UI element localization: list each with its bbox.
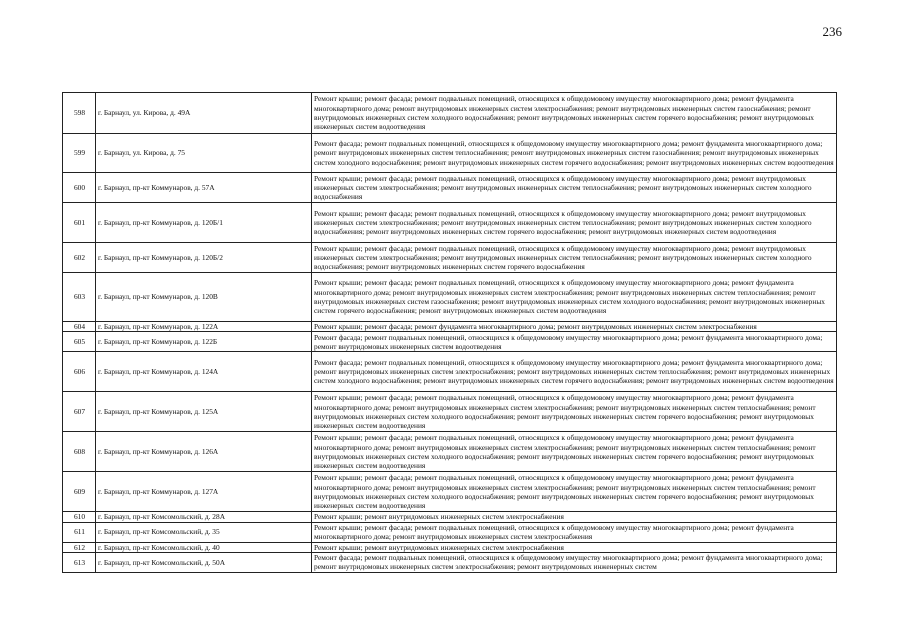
row-number: 610 [63,512,96,522]
row-number: 601 [63,203,96,243]
row-address: г. Барнаул, пр-кт Коммунаров, д. 126А [96,432,312,472]
table-row [63,552,837,572]
row-number: 609 [63,472,96,512]
row-number: 599 [63,134,96,173]
row-address: г. Барнаул, пр-кт Коммунаров, д. 120Б/2 [96,243,312,273]
row-address: г. Барнаул, пр-кт Коммунаров, д. 125А [96,392,312,432]
table-row [63,273,837,322]
row-number: 612 [63,542,96,552]
table-row [63,93,837,134]
row-number: 607 [63,392,96,432]
table-row [63,134,837,173]
table-row [63,522,837,542]
row-number: 611 [63,522,96,542]
table-row [63,392,837,432]
table-row [63,332,837,352]
row-works: Ремонт крыши; ремонт внутридомовых инженерных систем электроснабжения [312,512,837,522]
row-number: 605 [63,332,96,352]
row-address: г. Барнаул, пр-кт Комсомольский, д. 50А [96,552,312,572]
table-row [63,322,837,332]
table-row [63,203,837,243]
row-address: г. Барнаул, пр-кт Коммунаров, д. 57А [96,173,312,203]
row-works: Ремонт крыши; ремонт фасада; ремонт подвальных помещений, относящихся к общедомовому имуществу многоквартирного дома; ремонт фундамента многоквартирного дома; ремонт внутридомовых инженерных систем электроснабжения; ремонт внутридомовых инженерных систем теплоснабжения; ремонт внутридомовых инженерных систем холодного водоснабжения; ремонт внутридомовых инженерных систем горячего водоснабжения; ремонт внутридомовых инженерных систем водоотведения [312,472,837,512]
row-number: 608 [63,432,96,472]
table-row [63,173,837,203]
row-works: Ремонт крыши; ремонт фасада; ремонт фундамента многоквартирного дома; ремонт внутридомовых инженерных систем электроснабжения [312,322,837,332]
table-row [63,542,837,552]
row-address: г. Барнаул, пр-кт Коммунаров, д. 127А [96,472,312,512]
row-address: г. Барнаул, пр-кт Коммунаров, д. 124А [96,352,312,392]
row-number: 598 [63,93,96,134]
row-works: Ремонт фасада; ремонт подвальных помещений, относящихся к общедомовому имуществу многоквартирного дома; ремонт фундамента многоквартирного дома; ремонт внутридомовых инженерных систем электроснабжения; ремонт внутридомовых инженерных систем [312,552,837,572]
row-address: г. Барнаул, пр-кт Коммунаров, д. 122А [96,322,312,332]
row-address: г. Барнаул, пр-кт Коммунаров, д. 120В [96,273,312,322]
row-number: 603 [63,273,96,322]
row-address: г. Барнаул, ул. Кирова, д. 49А [96,93,312,134]
row-address: г. Барнаул, пр-кт Коммунаров, д. 122Б [96,332,312,352]
table-row [63,432,837,472]
row-address: г. Барнаул, пр-кт Коммунаров, д. 120Б/1 [96,203,312,243]
row-works: Ремонт фасада; ремонт подвальных помещений, относящихся к общедомовому имуществу многоквартирного дома; ремонт фундамента многоквартирного дома; ремонт внутридомовых инженерных систем водоотведения [312,332,837,352]
row-works: Ремонт крыши; ремонт внутридомовых инженерных систем электроснабжения [312,542,837,552]
row-works: Ремонт фасада; ремонт подвальных помещений, относящихся к общедомовому имуществу многоквартирного дома; ремонт фундамента многоквартирного дома; ремонт внутридомовых инженерных систем теплоснабжения; ремонт внутридомовых инженерных систем газоснабжения; ремонт внутридомовых инженерных систем холодного водоснабжения; ремонт внутридомовых инженерных систем горячего водоснабжения; ремонт внутридомовых инженерных систем водоотведения [312,134,837,173]
row-works: Ремонт крыши; ремонт фасада; ремонт подвальных помещений, относящихся к общедомовому имуществу многоквартирного дома; ремонт внутридомовых инженерных систем электроснабжения; ремонт внутридомовых инженерных систем теплоснабжения; ремонт внутридомовых инженерных систем холодного водоснабжения [312,173,837,203]
row-address: г. Барнаул, ул. Кирова, д. 75 [96,134,312,173]
repair-works-table [62,92,837,573]
row-number: 600 [63,173,96,203]
page-number: 236 [822,24,842,39]
row-number: 613 [63,552,96,572]
row-address: г. Барнаул, пр-кт Комсомольский, д. 28А [96,512,312,522]
row-works: Ремонт крыши; ремонт фасада; ремонт подвальных помещений, относящихся к общедомовому имуществу многоквартирного дома; ремонт внутридомовых инженерных систем электроснабжения; ремонт внутридомовых инженерных систем теплоснабжения; ремонт внутридомовых инженерных систем холодного водоснабжения; ремонт внутридомовых инженерных систем горячего водоснабжения [312,243,837,273]
table-row [63,472,837,512]
row-number: 606 [63,352,96,392]
table-row [63,512,837,522]
row-works: Ремонт крыши; ремонт фасада; ремонт подвальных помещений, относящихся к общедомовому имуществу многоквартирного дома; ремонт фундамента многоквартирного дома; ремонт внутридомовых инженерных систем электроснабжения; ремонт внутридомовых инженерных систем газоснабжения; ремонт внутридомовых инженерных систем холодного водоснабжения; ремонт внутридомовых инженерных систем горячего водоснабжения; ремонт внутридомовых инженерных систем водоотведения [312,93,837,134]
table-row [63,243,837,273]
row-number: 604 [63,322,96,332]
table-row [63,352,837,392]
row-works: Ремонт крыши; ремонт фасада; ремонт подвальных помещений, относящихся к общедомовому имуществу многоквартирного дома; ремонт фундамента многоквартирного дома; ремонт внутридомовых инженерных систем электроснабжения; ремонт внутридомовых инженерных систем теплоснабжения; ремонт внутридомовых инженерных систем холодного водоснабжения; ремонт внутридомовых инженерных систем горячего водоснабжения; ремонт внутридомовых инженерных систем водоотведения [312,392,837,432]
row-address: г. Барнаул, пр-кт Комсомольский, д. 35 [96,522,312,542]
row-works: Ремонт крыши; ремонт фасада; ремонт подвальных помещений, относящихся к общедомовому имуществу многоквартирного дома; ремонт внутридомовых инженерных систем электроснабжения; ремонт внутридомовых инженерных систем теплоснабжения; ремонт внутридомовых инженерных систем холодного водоснабжения; ремонт внутридомовых инженерных систем горячего водоснабжения; ремонт внутридомовых инженерных систем водоотведения [312,203,837,243]
row-works: Ремонт крыши; ремонт фасада; ремонт подвальных помещений, относящихся к общедомовому имуществу многоквартирного дома; ремонт фундамента многоквартирного дома; ремонт внутридомовых инженерных систем электроснабжения; ремонт внутридомовых инженерных систем теплоснабжения; ремонт внутридомовых инженерных систем холодного водоснабжения; ремонт внутридомовых инженерных систем горячего водоснабжения; ремонт внутридомовых инженерных систем водоотведения [312,432,837,472]
row-number: 602 [63,243,96,273]
row-address: г. Барнаул, пр-кт Комсомольский, д. 40 [96,542,312,552]
row-works: Ремонт фасада; ремонт подвальных помещений, относящихся к общедомовому имуществу многоквартирного дома; ремонт фундамента многоквартирного дома; ремонт внутридомовых инженерных систем электроснабжения; ремонт внутридомовых инженерных систем теплоснабжения; ремонт внутридомовых инженерных систем холодного водоснабжения; ремонт внутридомовых инженерных систем горячего водоснабжения; ремонт внутридомовых инженерных систем водоотведения [312,352,837,392]
row-works: Ремонт крыши; ремонт фасада; ремонт подвальных помещений, относящихся к общедомовому имуществу многоквартирного дома; ремонт фундамента многоквартирного дома; ремонт внутридомовых инженерных систем электроснабжения [312,522,837,542]
row-works: Ремонт крыши; ремонт фасада; ремонт подвальных помещений, относящихся к общедомовому имуществу многоквартирного дома; ремонт фундамента многоквартирного дома; ремонт внутридомовых инженерных систем электроснабжения; ремонт внутридомовых инженерных систем теплоснабжения; ремонт внутридомовых инженерных систем газоснабжения; ремонт внутридомовых инженерных систем холодного водоснабжения; ремонт внутридомовых инженерных систем горячего водоснабжения; ремонт внутридомовых инженерных систем водоотведения [312,273,837,322]
